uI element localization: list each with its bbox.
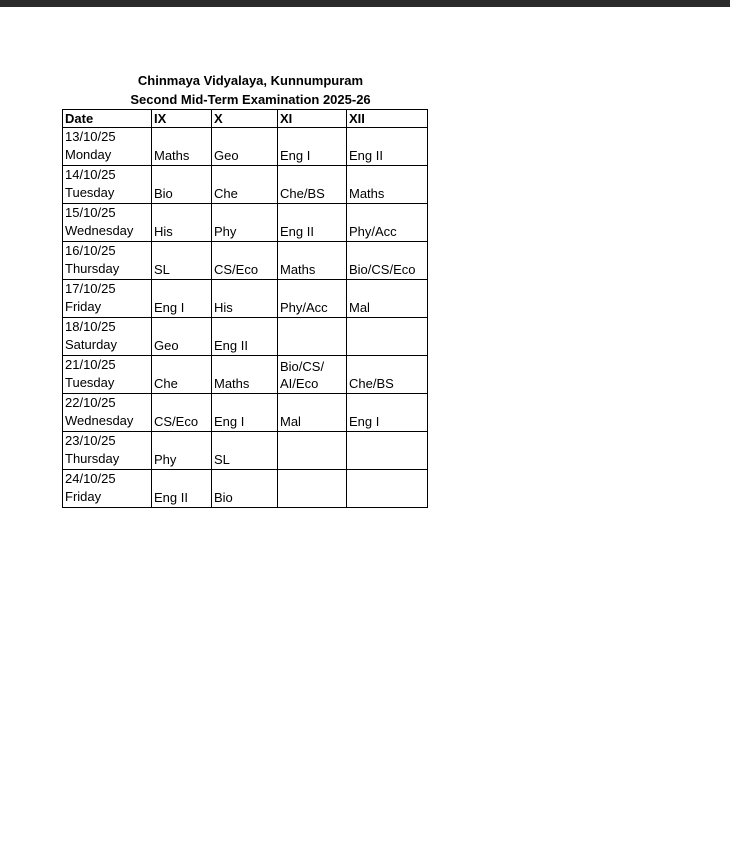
cell-x: SL [212,432,278,470]
cell-x: Che [212,166,278,204]
cell-xii: Eng I [347,394,428,432]
weekday-text: Friday [65,489,102,504]
cell-xii: Maths [347,166,428,204]
weekday-text: Saturday [65,337,118,352]
table-row [63,242,428,280]
weekday-text: Thursday [65,451,120,466]
cell-xi [278,432,347,470]
date-cell [63,394,152,432]
table-row [63,470,428,508]
weekday-text: Friday [65,299,102,314]
cell-xii: Phy/Acc [347,204,428,242]
document-page [0,7,730,862]
cell-x: His [212,280,278,318]
table-header-row [63,110,428,128]
date-text: 13/10/25 [65,129,116,144]
cell-xii [347,470,428,508]
date-cell [63,280,152,318]
weekday-text: Monday [65,147,112,162]
cell-xii [347,318,428,356]
weekday-text: Tuesday [65,185,115,200]
cell-x: CS/Eco [212,242,278,280]
header-x: X [212,110,278,128]
header-date: Date [63,110,152,128]
cell-xii: Che/BS [347,356,428,394]
cell-xii: Bio/CS/Eco [347,242,428,280]
cell-xii [347,432,428,470]
header-ix: IX [152,110,212,128]
date-text: 16/10/25 [65,243,116,258]
weekday-text: Wednesday [65,223,134,238]
cell-x: Eng I [212,394,278,432]
cell-ix: CS/Eco [152,394,212,432]
cell-xi-line1: Bio/CS/ [280,359,325,374]
date-cell [63,470,152,508]
cell-x: Eng II [212,318,278,356]
table-row [63,356,428,394]
table-row [63,166,428,204]
cell-xii: Eng II [347,128,428,166]
cell-xii: Mal [347,280,428,318]
cell-xi: Maths [278,242,347,280]
viewer-top-bar [0,0,730,7]
cell-ix: Eng II [152,470,212,508]
date-text: 17/10/25 [65,281,116,296]
date-cell [63,128,152,166]
header-xii: XII [347,110,428,128]
cell-ix: Eng I [152,280,212,318]
table-row [63,394,428,432]
cell-x: Maths [212,356,278,394]
date-cell [63,242,152,280]
date-text: 23/10/25 [65,433,116,448]
table-row [63,432,428,470]
school-title: Chinmaya Vidyalaya, Kunnumpuram [137,73,364,88]
cell-ix: His [152,204,212,242]
exam-title: Second Mid-Term Examination 2025-26 [130,92,371,107]
cell-xi [278,470,347,508]
date-text: 21/10/25 [65,357,116,372]
cell-ix: Phy [152,432,212,470]
weekday-text: Thursday [65,261,120,276]
cell-x: Geo [212,128,278,166]
cell-x: Bio [212,470,278,508]
date-text: 18/10/25 [65,319,116,334]
cell-xi [278,318,347,356]
table-row [63,318,428,356]
cell-ix: Geo [152,318,212,356]
date-cell [63,432,152,470]
cell-x: Phy [212,204,278,242]
date-cell [63,318,152,356]
cell-xi: Mal [278,394,347,432]
cell-xi: Phy/Acc [278,280,347,318]
date-cell [63,356,152,394]
header-xi: XI [278,110,347,128]
cell-ix: SL [152,242,212,280]
weekday-text: Wednesday [65,413,134,428]
cell-ix: Che [152,356,212,394]
cell-ix: Bio [152,166,212,204]
cell-xi: Che/BS [278,166,347,204]
date-text: 14/10/25 [65,167,116,182]
date-text: 24/10/25 [65,471,116,486]
weekday-text: Tuesday [65,375,115,390]
cell-xi: Eng II [278,204,347,242]
table-row [63,204,428,242]
cell-ix: Maths [152,128,212,166]
date-text: 15/10/25 [65,205,116,220]
exam-timetable [62,109,428,508]
cell-xi: Eng I [278,128,347,166]
table-row [63,280,428,318]
table-row [63,128,428,166]
cell-xi [278,356,347,394]
cell-xi-line2: AI/Eco [280,376,319,391]
date-cell [63,166,152,204]
date-text: 22/10/25 [65,395,116,410]
date-cell [63,204,152,242]
